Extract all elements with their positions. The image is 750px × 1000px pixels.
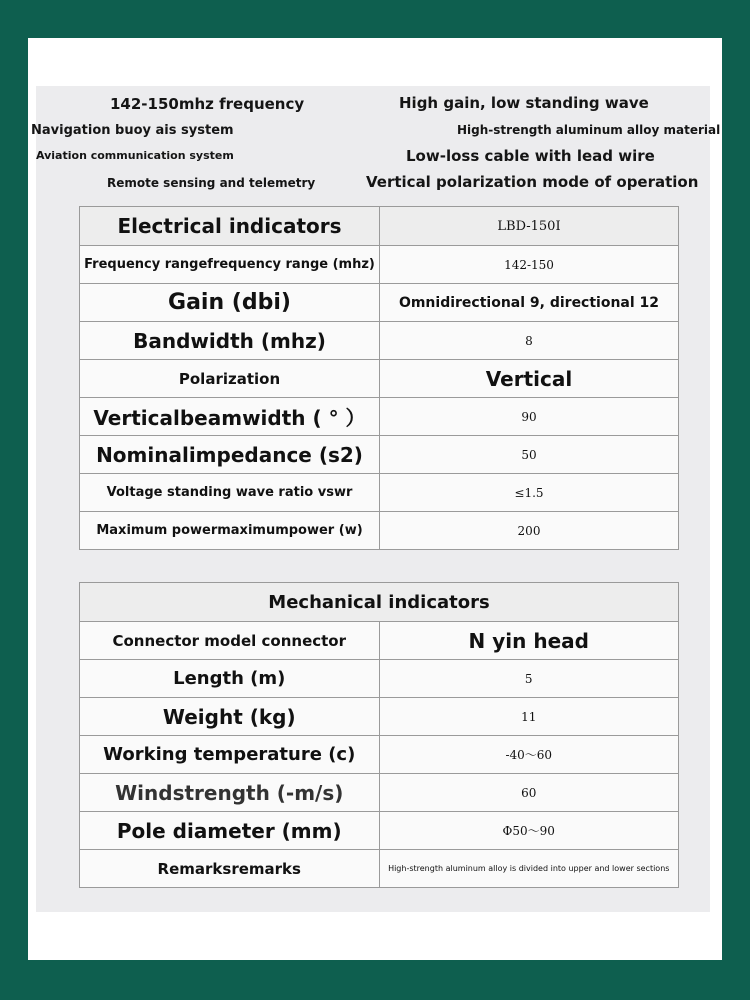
row-value: 90 <box>380 398 679 436</box>
row-label: Pole diameter (mm) <box>80 812 380 850</box>
table-row <box>80 474 679 512</box>
electrical-title: Electrical indicators <box>80 207 380 246</box>
row-label: Frequency rangefrequency range (mhz) <box>80 246 380 284</box>
row-label: Verticalbeamwidth ( ° ） <box>80 398 380 436</box>
row-label: Length (m) <box>80 660 380 698</box>
row-value: 8 <box>380 322 679 360</box>
row-value: Vertical <box>380 360 679 398</box>
table-row <box>80 512 679 550</box>
row-value: Φ50～90 <box>379 812 679 850</box>
table-row <box>80 360 679 398</box>
feature-vertical-polarization: Vertical polarization mode of operation <box>366 173 699 191</box>
feature-aviation: Aviation communication system <box>36 149 234 162</box>
row-label: Polarization <box>80 360 380 398</box>
feature-remote-sensing: Remote sensing and telemetry <box>107 176 316 190</box>
row-label: Maximum powermaximumpower (w) <box>80 512 380 550</box>
row-label: Remarksremarks <box>80 850 380 888</box>
row-label: Voltage standing wave ratio vswr <box>80 474 380 512</box>
row-value: 5 <box>379 660 679 698</box>
table-row <box>80 436 679 474</box>
row-label: Nominalimpedance (s2) <box>80 436 380 474</box>
row-value: 142-150 <box>380 246 679 284</box>
row-value: 50 <box>380 436 679 474</box>
row-label: Bandwidth (mhz) <box>80 322 380 360</box>
feature-frequency: 142-150mhz frequency <box>110 95 305 113</box>
row-label: Weight (kg) <box>80 698 380 736</box>
table-row <box>80 322 679 360</box>
feature-navigation-buoy: Navigation buoy ais system <box>31 123 234 138</box>
feature-high-gain: High gain, low standing wave <box>399 94 649 112</box>
table-row <box>80 698 679 736</box>
table-row <box>80 284 679 322</box>
row-value: -40～60 <box>379 736 679 774</box>
table-row <box>80 398 679 436</box>
row-value: High-strength aluminum alloy is divided into upper and lower sections <box>379 850 679 888</box>
table-row <box>80 736 679 774</box>
feature-aluminum-material: High-strength aluminum alloy material <box>457 123 721 137</box>
row-value: N yin head <box>379 622 679 660</box>
mechanical-table <box>79 582 679 888</box>
feature-low-loss-cable: Low-loss cable with lead wire <box>406 147 655 165</box>
mechanical-title: Mechanical indicators <box>80 583 679 622</box>
row-label: Working temperature (c) <box>80 736 380 774</box>
table-row <box>80 622 679 660</box>
model-number: LBD-150I <box>380 207 679 246</box>
table-row <box>80 246 679 284</box>
table-header-row <box>80 207 679 246</box>
table-header-row <box>80 583 679 622</box>
row-label: Windstrength (-m/s) <box>80 774 380 812</box>
table-row <box>80 774 679 812</box>
row-label: Connector model connector <box>80 622 380 660</box>
table-row <box>80 812 679 850</box>
row-value: Omnidirectional 9, directional 12 <box>380 284 679 322</box>
row-value: 11 <box>379 698 679 736</box>
table-row <box>80 660 679 698</box>
electrical-table <box>79 206 679 550</box>
row-label: Gain (dbi) <box>80 284 380 322</box>
row-value: 60 <box>379 774 679 812</box>
row-value: ≤1.5 <box>380 474 679 512</box>
row-value: 200 <box>380 512 679 550</box>
table-row <box>80 850 679 888</box>
